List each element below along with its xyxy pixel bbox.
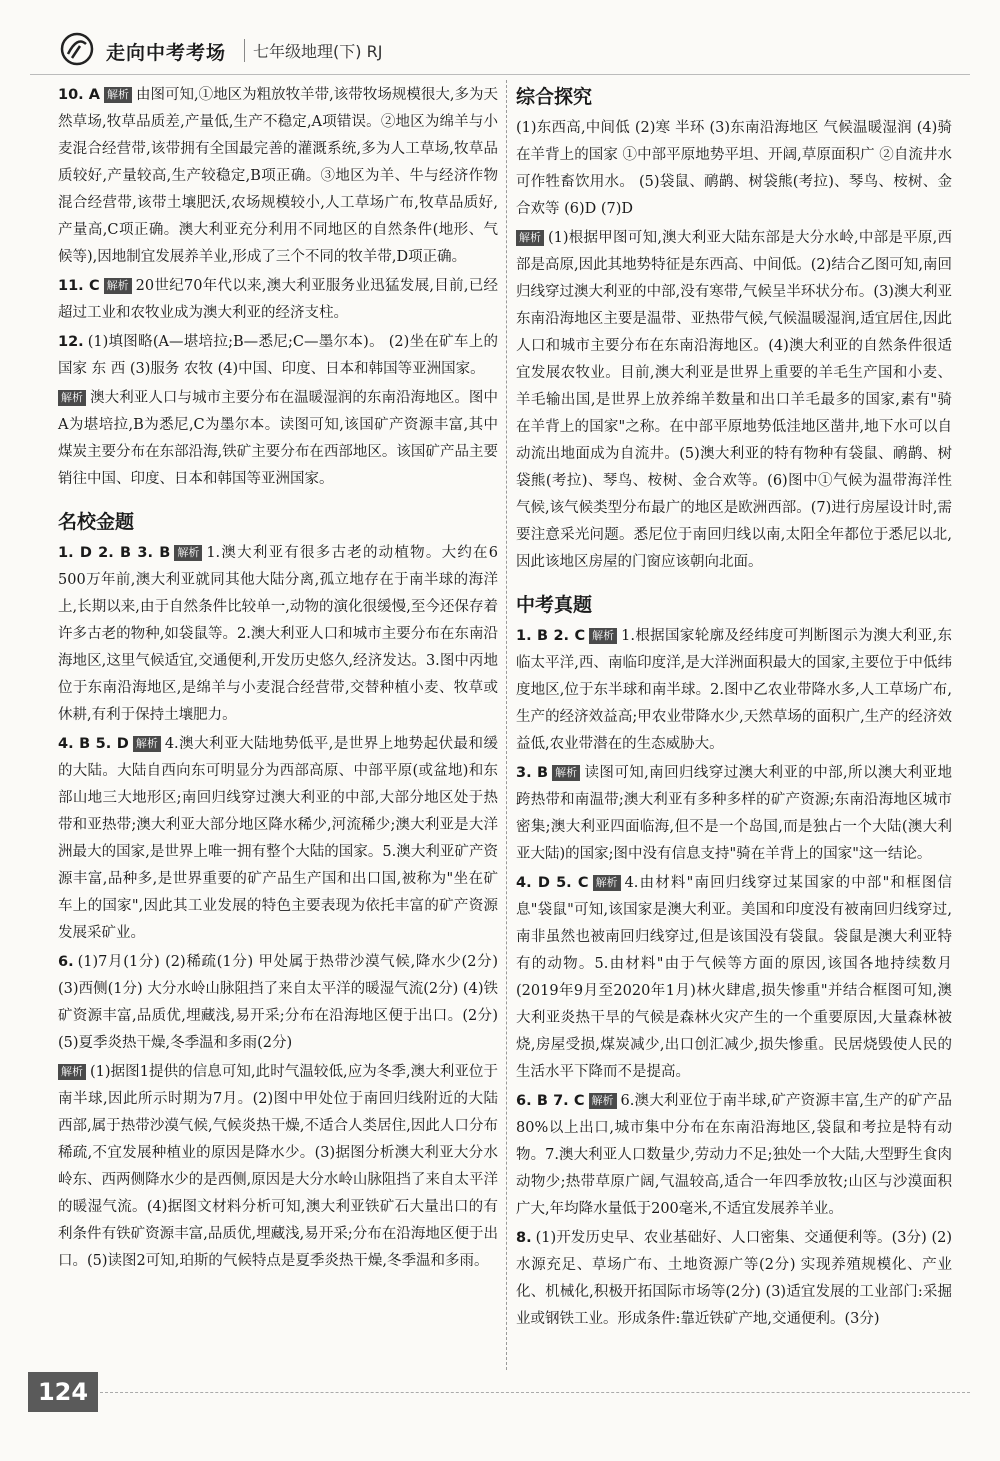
analysis-tag: 解析 — [516, 230, 544, 246]
analysis-tag: 解析 — [58, 390, 86, 406]
analysis-tag: 解析 — [552, 765, 580, 781]
footer-rule — [100, 1392, 970, 1393]
answer-k3: 3. B 解析 读图可知,南回归线穿过澳大利亚的中部,所以澳大利亚地跨热带和南温带;澳大利亚有多种多样的矿产资源;东南沿海地区城市密集;澳大利亚四面临海,但不是一个岛国,而是独占一个大陆(澳大利亚大陆)的国家;图中没有信息支持"骑在羊背上的国家"这一结论。 — [516, 765, 952, 862]
right-column — [516, 82, 952, 1335]
section-title-zhongkao: 中考真题 — [516, 594, 593, 616]
brand-title: 走向中考考场 — [106, 42, 227, 64]
answer-10: 10. A 解析 由图可知,①地区为粗放牧羊带,该带牧场规模很大,多为天然草场,牧草品质差,产量低,生产不稳定,A项错误。②地区为绵羊与小麦混合经营带,该带拥有全国最完善的灌溉系统,多为人工草场,牧草品质较好,产量较高,生产较稳定,B项正确。③地区为羊、牛与经济作物混合经营带,该带土壤肥沃,农场规模较小,人工草场广布,牧草品质好,产量高,C项正确。澳大利亚充分利用不同地区的自然条件(地形、气候等),因地制宜发展养羊业,形成了三个不同的牧羊带,D项正确。 — [58, 87, 498, 265]
answer-12: 12. (1)填图略(A—堪培拉;B—悉尼;C—墨尔本)。 (2)坐在矿车上的国家 东 西 (3)服务 农牧 (4)中国、印度、日本和韩国等亚洲国家。 — [58, 334, 498, 377]
subject-label: 七年级地理(下) RJ — [244, 39, 382, 62]
column-divider — [506, 80, 507, 1370]
answer-k4-5: 4. D 5. C 解析 4.由材料"南回归线穿过某国家的中部"和框图信息"袋鼠"可知,该国家是澳大利亚。美国和印度没有被南回归线穿过,南非虽然也被南回归线穿过,但是该国没有袋鼠。袋鼠是澳大利亚特有的动物。5.由材料"由于气候等方面的原因,该国各地持续数月(2019年9月至2020年1月)林火肆虐,损失惨重"并结合框图可知,澳大利亚炎热干旱的气候是森林火灾产生的一个重要原因,大量森林被烧,房屋受损,煤炭减少,出口创汇减少,损失惨重。民居烧毁使人民的生活水平下降而不是提高。 — [516, 875, 952, 1080]
analysis-zonghe: 解析 (1)根据甲图可知,澳大利亚大陆东部是大分水岭,中部是平原,西部是高原,因此其地势特征是东西高、中间低。(2)结合乙图可知,南回归线穿过澳大利亚的中部,没有寒带,气候呈半环状分布。(3)澳大利亚东南沿海地区主要是温带、亚热带气候,气候温暖湿润,适宜居住,因此人口和城市主要分布在东南沿海地区。(4)澳大利亚的自然条件很适宜发展农牧业。目前,澳大利亚是世界上重要的羊毛生产国和小麦、羊毛输出国,是世界上放养绵羊数量和出口羊毛最多的国家,素有"骑在羊背上的国家"之称。在中部平原地势低洼地区凿井,地下水可以自动流出地面成为自流井。(5)澳大利亚的特有物种有袋鼠、鸸鹋、树袋熊(考拉)、琴鸟、桉树、金合欢等。(6)图中①气候为温带海洋性气候,该气候类型分布最广的地区是欧洲西部。(7)进行房屋设计时,需要注意采光问题。悉尼位于南回归线以南,太阳全年都位于悉尼以北,因此该地区房屋的门窗应该朝向北面。 — [516, 230, 952, 570]
page-number: 124 — [28, 1372, 98, 1412]
section-title-zonghe: 综合探究 — [516, 86, 593, 108]
analysis-tag: 解析 — [174, 545, 202, 561]
analysis-tag: 解析 — [104, 87, 132, 103]
analysis-12: 解析 澳大利亚人口与城市主要分布在温暖湿润的东南沿海地区。图中A为堪培拉,B为悉尼,C为墨尔本。读图可知,该国矿产资源丰富,其中煤炭主要分布在东部沿海,铁矿主要分布在西部地区。该国矿产品主要销往中国、印度、日本和韩国等亚洲国家。 — [58, 390, 498, 487]
section-title-mingxiao: 名校金题 — [58, 511, 135, 533]
analysis-tag: 解析 — [58, 1064, 86, 1080]
answer-k1-2: 1. B 2. C 解析 1.根据国家轮廓及经纬度可判断图示为澳大利亚,东临太平洋,西、南临印度洋,是大洋洲面积最大的国家,主要位于中低纬度地区,位于东半球和南半球。2.图中乙农业带降水多,人工草场广布,生产的经济效益高;甲农业带降水少,天然草场的面积广,生产的经济效益低,农业带潜在的生态威胁大。 — [516, 628, 952, 752]
page-header — [30, 30, 970, 75]
answer-m4-5: 4. B 5. D 解析 4.澳大利亚大陆地势低平,是世界上地势起伏最和缓的大陆。大陆自西向东可明显分为西部高原、中部平原(或盆地)和东部山地三大地形区;南回归线穿过澳大利亚的中部,大部分地区处于热带和亚热带;澳大利亚大部分地区降水稀少,河流稀少;澳大利亚是大洋洲最大的国家,是世界上唯一拥有整个大陆的国家。5.澳大利亚矿产资源丰富,品种多,是世界重要的矿产品生产国和出口国,被称为"坐在矿车上的国家",因此其工业发展的特色主要表现为依托丰富的矿产资源发展采矿业。 — [58, 736, 498, 941]
analysis-tag: 解析 — [593, 875, 621, 891]
answer-k6-7: 6. B 7. C 解析 6.澳大利亚位于南半球,矿产资源丰富,生产的矿产品80%以上出口,城市集中分布在东南沿海地区,袋鼠和考拉是特有动物。7.澳大利亚人口数量少,劳动力不足;独处一个大陆,大型野生食肉动物少;热带草原广阔,气温较高,适合一年四季放牧;山区与沙漠面积广大,年均降水量低于200毫米,不适宜发展养羊业。 — [516, 1093, 952, 1217]
analysis-m6: 解析 (1)据图1提供的信息可知,此时气温较低,应为冬季,澳大利亚位于南半球,因此所示时期为7月。(2)图中甲处位于南回归线附近的大陆西部,属于热带沙漠气候,气候炎热干燥,不适合人类居住,因此人口分布稀疏,不宜发展种植业的原因是降水少。(3)据图分析澳大利亚大分水岭东、西两侧降水少的是西侧,原因是大分水岭山脉阻挡了来自太平洋的暖湿气流。(4)据图文材料分析可知,澳大利亚铁矿石大量出口的有利条件有铁矿资源丰富,品质优,埋藏浅,易开采;分布在沿海地区便于出口。(5)读图2可知,珀斯的气候特点是夏季炎热干燥,冬季温和多雨。 — [58, 1064, 498, 1269]
runner-logo-icon — [60, 32, 94, 66]
analysis-tag: 解析 — [104, 278, 132, 294]
answer-zonghe: (1)东西高,中间低 (2)寒 半环 (3)东南沿海地区 气候温暖湿润 (4)骑在羊背上的国家 ①中部平原地势平坦、开阔,草原面积广 ②自流井水可作牲畜饮用水。 (5)袋鼠、鸸鹋、树袋熊(考拉)、琴鸟、桉树、金合欢等 (6)D (7)D — [516, 120, 952, 217]
answer-k8: 8. (1)开发历史早、农业基础好、人口密集、交通便利等。(3分) (2)水源充足、草场广布、土地资源广等(2分) 实现养殖规模化、产业化、机械化,积极开拓国际市场等(2分) (3)适宜发展的工业部门:采掘业或钢铁工业。形成条件:靠近铁矿产地,交通便利。(3分) — [516, 1230, 952, 1327]
analysis-tag: 解析 — [589, 628, 617, 644]
answer-m1-3: 1. D 2. B 3. B 解析 1.澳大利亚有很多古老的动植物。大约在6 500万年前,澳大利亚就同其他大陆分离,孤立地存在于南半球的海洋上,长期以来,由于自然条件比较单一,动物的演化很缓慢,至今还保存着许多古老的物种,如袋鼠等。2.澳大利亚人口和城市主要分布在东南沿海地区,这里气候适宜,交通便利,开发历史悠久,经济发达。3.图中丙地位于东南沿海地区,是绵羊与小麦混合经营带,交替种植小麦、牧草或休耕,有利于保持土壤肥力。 — [58, 545, 498, 723]
answer-11: 11. C 解析 20世纪70年代以来,澳大利亚服务业迅猛发展,目前,已经超过工业和农牧业成为澳大利亚的经济支柱。 — [58, 278, 498, 321]
analysis-tag: 解析 — [589, 1093, 617, 1109]
answer-m6: 6. (1)7月(1分) (2)稀疏(1分) 甲处属于热带沙漠气候,降水少(2分) (3)西侧(1分) 大分水岭山脉阻挡了来自太平洋的暖湿气流(2分) (4)铁矿资源丰富,品质优,埋藏浅,易开采;分布在沿海地区便于出口。(2分) (5)夏季炎热干燥,冬季温和多雨(2分) — [58, 954, 498, 1051]
analysis-tag: 解析 — [133, 736, 161, 752]
left-column — [58, 82, 498, 1277]
